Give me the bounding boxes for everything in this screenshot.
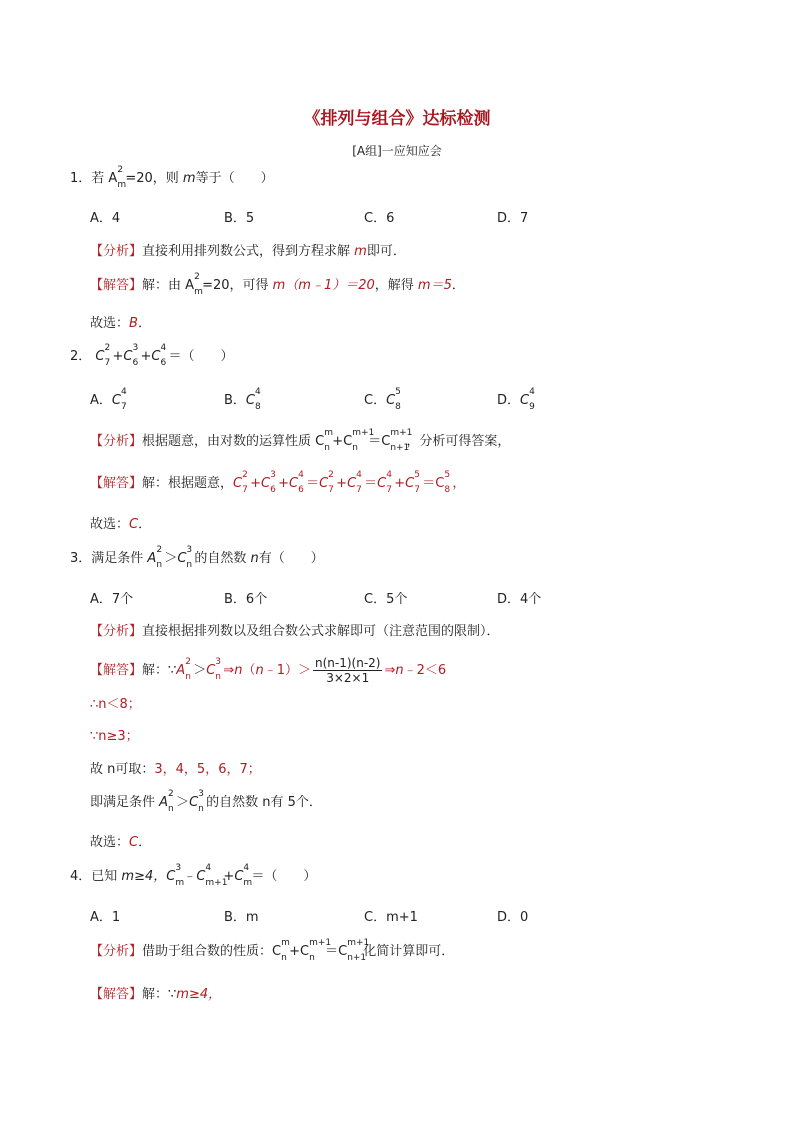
q4-option-d: D．0 (497, 910, 529, 925)
q1-option-c: C．6 (364, 211, 395, 226)
q3-option-d: D．4个 (497, 592, 542, 607)
q4-answer: 【解答】解：∵m≥4， (90, 987, 222, 1002)
q3-line1: ∴n＜8； (90, 697, 141, 712)
q2-option-c: C．C 5 8 (364, 387, 401, 412)
q4-stem: 4．已知 m≥4，C 3 m ﹣C 4 m+1 +C 4 m ＝（ ） (70, 863, 317, 888)
q3-line3: 故 n可取：3，4，5，6，7； (90, 762, 261, 777)
q3-option-a: A．7个 (90, 592, 134, 607)
q1-analysis: 【分析】直接利用排列数公式，得到方程求解 m即可． (90, 244, 406, 259)
q3-choice: 故选：C． (90, 835, 152, 850)
q4-analysis: 【分析】借助于组合数的性质：C m n +C m+1 n ＝C m+1 n+1 化简计算即可． (90, 938, 455, 963)
q2-option-a: A．C 4 7 (90, 387, 127, 412)
q1-stem: 1．若 A 2 m =20，则 m等于（ ） (70, 165, 274, 190)
q3-line4: 即满足条件 A 2 n ＞C 3 n 的自然数 n有 5个． (90, 789, 322, 814)
q3-stem: 3．满足条件 A 2 n ＞C 3 n 的自然数 n有（ ） (70, 545, 324, 570)
q4-option-c: C．m+1 (364, 910, 418, 925)
q2-option-b: B．C 4 8 (224, 387, 261, 412)
q3-answer: 【解答】解：∵A 2 n ＞C 3 n ⇒n（n﹣1）＞ $\frac{n(n-1)(n-2)}{3\times 2\times 1}$ ⇒n﹣2＜6 (90, 656, 447, 685)
q2-option-d: D．C 4 9 (497, 387, 535, 412)
q1-answer: 【解答】解：由 A 2 m =20，可得 m（m﹣1）＝20，解得 m＝5． (90, 272, 465, 297)
page-title: 《排列与组合》达标检测 (303, 109, 491, 129)
q3-option-b: B．6个 (224, 592, 268, 607)
q1-option-d: D．7 (497, 211, 529, 226)
q3-option-c: C．5个 (364, 592, 408, 607)
q3-line2: ∵n≥3； (90, 729, 139, 744)
q1-choice: 故选：B． (90, 316, 151, 331)
q2-choice: 故选：C． (90, 517, 152, 532)
q4-option-b: B．m (224, 910, 259, 925)
q2-answer: 【解答】解：根据题意，C 2 7 +C 3 6 +C 4 6 ＝C 2 7 +C 4 7 ＝C 4 7 +C 5 7 ＝C 5 8 ， (90, 470, 466, 495)
q2-analysis: 【分析】根据题意，由对数的运算性质 C m n +C m+1 n ＝C m+1 n+1 ，分析可得答案， (90, 428, 511, 453)
q2-stem: 2． C 2 7 +C 3 6 +C 4 6 ＝（ ） (70, 343, 234, 368)
q4-option-a: A．1 (90, 910, 121, 925)
q1-option-a: A．4 (90, 211, 121, 226)
q3-analysis: 【分析】直接根据排列数以及组合数公式求解即可（注意范围的限制）． (90, 624, 500, 639)
q1-option-b: B．5 (224, 211, 255, 226)
section-subtitle: [A组]一应知应会 (352, 144, 442, 158)
